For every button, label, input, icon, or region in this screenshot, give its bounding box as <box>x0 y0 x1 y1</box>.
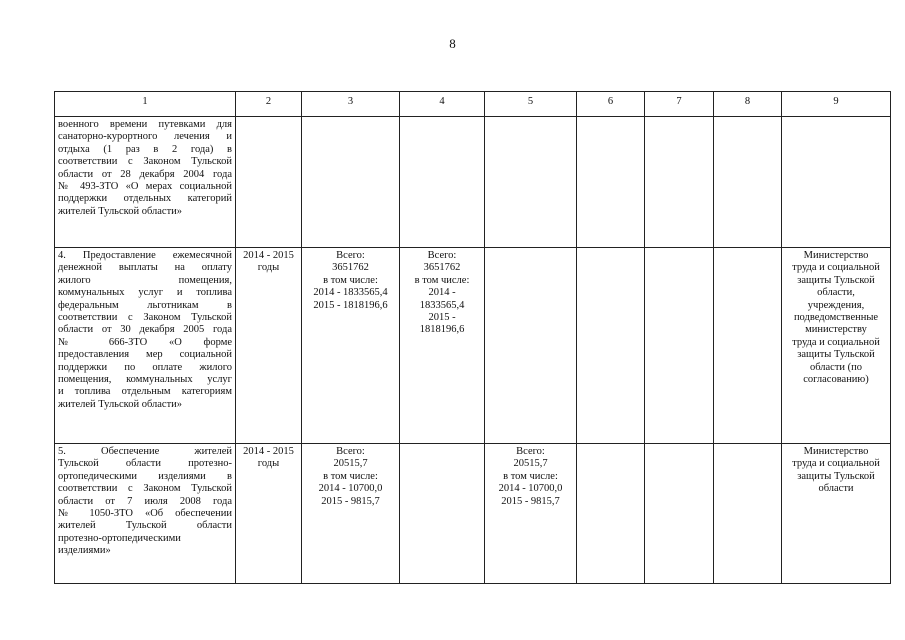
measure-description-cell <box>55 444 236 584</box>
cell-text-line: и топлива отдельным категориям <box>58 386 232 398</box>
cell-text-line: 2014 - 2015 <box>243 446 294 457</box>
table-row <box>55 248 891 444</box>
cell-text-line: 2015 - 9815,7 <box>321 495 380 507</box>
cell-text-line: министерству <box>805 324 867 336</box>
cell-text-line: № 666-ЗТО «О форме <box>58 336 232 348</box>
cell-text-line: области <box>818 483 854 495</box>
cell-text-line: 3651762 <box>423 262 461 274</box>
cell-text-line: годы <box>257 262 280 274</box>
responsible-cell <box>782 248 891 444</box>
empty-cell-col8 <box>714 117 782 248</box>
cell-text-line: Министерство <box>803 446 869 457</box>
column-number-header: 7 <box>645 92 714 117</box>
regional-budget-cell <box>400 117 485 248</box>
regional-budget-cell <box>400 248 485 444</box>
funding-cell-col5 <box>485 117 577 248</box>
cell-text-line: поддержки отдельных категорий <box>58 193 232 205</box>
total-funding-cell <box>302 444 400 584</box>
column-number-header: 9 <box>782 92 891 117</box>
cell-text-line: жителей Тульской области <box>58 520 232 532</box>
cell-text-line: жителей Тульской области» <box>58 205 183 217</box>
funding-cell-col5 <box>485 444 577 584</box>
cell-text-line: согласованию) <box>803 374 869 386</box>
cell-text-line: протезно-ортопедическими <box>58 532 181 544</box>
cell-text-line: 2015 - 1818196,6 <box>313 299 388 311</box>
cell-text-line: 2015 - 9815,7 <box>501 495 560 507</box>
cell-text-line: области от 7 июля 2008 года <box>58 495 232 507</box>
cell-text-line: в том числе: <box>323 470 378 482</box>
cell-text-line: 2014 - 2015 <box>243 250 294 261</box>
empty-cell-col6 <box>577 248 645 444</box>
cell-text-line: Всего: <box>336 446 365 457</box>
column-number-header: 8 <box>714 92 782 117</box>
responsible-cell <box>782 117 891 248</box>
regional-budget-cell <box>400 444 485 584</box>
cell-text-line: Всего: <box>516 446 545 457</box>
cell-text-line: в том числе: <box>503 470 558 482</box>
column-number-header: 6 <box>577 92 645 117</box>
empty-cell-col6 <box>577 444 645 584</box>
funding-cell-col5 <box>485 248 577 444</box>
cell-text-line: области от 30 декабря 2005 года <box>58 324 232 336</box>
cell-text-line: № 493-ЗТО «О мерах социальной <box>58 181 232 193</box>
cell-text-line: 2014 - 10700,0 <box>498 483 563 495</box>
cell-text-line: годы <box>257 458 280 470</box>
cell-text-line: изделиями» <box>58 545 111 557</box>
cell-text-line: 20515,7 <box>513 458 548 470</box>
total-funding-cell <box>302 248 400 444</box>
cell-text-line: Всего: <box>427 250 457 261</box>
cell-text-line: поддержки по оплате жилого <box>58 361 232 373</box>
cell-text-line: отдыха (1 раз в 2 года) в <box>58 143 232 155</box>
cell-text-line: Всего: <box>336 250 365 261</box>
cell-text-line: труда и социальной <box>792 336 880 348</box>
empty-cell-col7 <box>645 248 714 444</box>
empty-cell-col6 <box>577 117 645 248</box>
column-number-header: 4 <box>400 92 485 117</box>
cell-text-line: труда и социальной <box>792 458 880 470</box>
cell-text-line: № 1050-ЗТО «Об обеспечении <box>58 508 232 520</box>
cell-text-line: Министерство <box>803 250 869 261</box>
cell-text-line: 2014 - <box>428 287 456 299</box>
table-row <box>55 117 891 248</box>
table-header-row <box>55 92 891 117</box>
empty-cell-col8 <box>714 444 782 584</box>
cell-text-line: в том числе: <box>414 274 470 286</box>
cell-text-line: защиты Тульской <box>797 470 875 482</box>
cell-text-line: области, <box>817 287 855 299</box>
cell-text-line: защиты Тульской <box>797 349 875 361</box>
table-row <box>55 444 891 584</box>
cell-text-line: 1818196,6 <box>419 324 465 336</box>
cell-text-line: 3651762 <box>332 262 369 274</box>
total-funding-cell <box>302 117 400 248</box>
cell-text-line: денежной выплаты на оплату <box>58 262 232 274</box>
responsible-cell <box>782 444 891 584</box>
cell-text-line: подведомственные <box>793 312 879 324</box>
period-cell <box>236 117 302 248</box>
cell-text-line: 20515,7 <box>333 458 368 470</box>
empty-cell-col8 <box>714 248 782 444</box>
empty-cell-col7 <box>645 444 714 584</box>
column-number-header: 5 <box>485 92 577 117</box>
cell-text-line: труда и социальной <box>792 262 880 274</box>
cell-text-line: Тульской области протезно- <box>58 458 232 470</box>
cell-text-line: жителей Тульской области» <box>58 398 183 410</box>
period-cell <box>236 444 302 584</box>
cell-text-line: предоставления мер социальной <box>58 349 232 361</box>
cell-text-line: 2015 - <box>428 312 456 324</box>
cell-text-line: соответствии с Законом Тульской <box>58 483 232 495</box>
cell-text-line: ортопедическими изделиями в <box>58 470 232 482</box>
cell-text-line: 1833565,4 <box>419 299 465 311</box>
program-table <box>54 91 891 584</box>
cell-text-line: санаторно-курортного лечения и <box>58 131 232 143</box>
empty-cell-col7 <box>645 117 714 248</box>
measure-description-cell <box>55 248 236 444</box>
page-number: 8 <box>449 36 456 51</box>
cell-text-line: помещения, коммунальных услуг <box>58 374 232 386</box>
period-cell <box>236 248 302 444</box>
column-number-header: 2 <box>236 92 302 117</box>
cell-text-line: соответствии с Законом Тульской <box>58 312 232 324</box>
cell-text-line: соответствии с Законом Тульской <box>58 156 232 168</box>
cell-text-line: области (по <box>809 361 863 373</box>
measure-description-cell <box>55 117 236 248</box>
cell-text-line: военного времени путевками для <box>58 119 232 130</box>
cell-text-line: федеральным льготникам в <box>58 299 232 311</box>
cell-text-line: 4. Предоставление ежемесячной <box>58 250 232 261</box>
cell-text-line: 2014 - 10700,0 <box>318 483 383 495</box>
cell-text-line: 2014 - 1833565,4 <box>313 287 388 299</box>
cell-text-line: жилого помещения, <box>58 274 232 286</box>
cell-text-line: коммунальных услуг и топлива <box>58 287 232 299</box>
cell-text-line: 5. Обеспечение жителей <box>58 446 232 457</box>
cell-text-line: защиты Тульской <box>797 274 875 286</box>
cell-text-line: области от 28 декабря 2004 года <box>58 168 232 180</box>
cell-text-line: в том числе: <box>323 274 378 286</box>
column-number-header: 3 <box>302 92 400 117</box>
cell-text-line: учреждения, <box>807 299 865 311</box>
column-number-header: 1 <box>55 92 236 117</box>
